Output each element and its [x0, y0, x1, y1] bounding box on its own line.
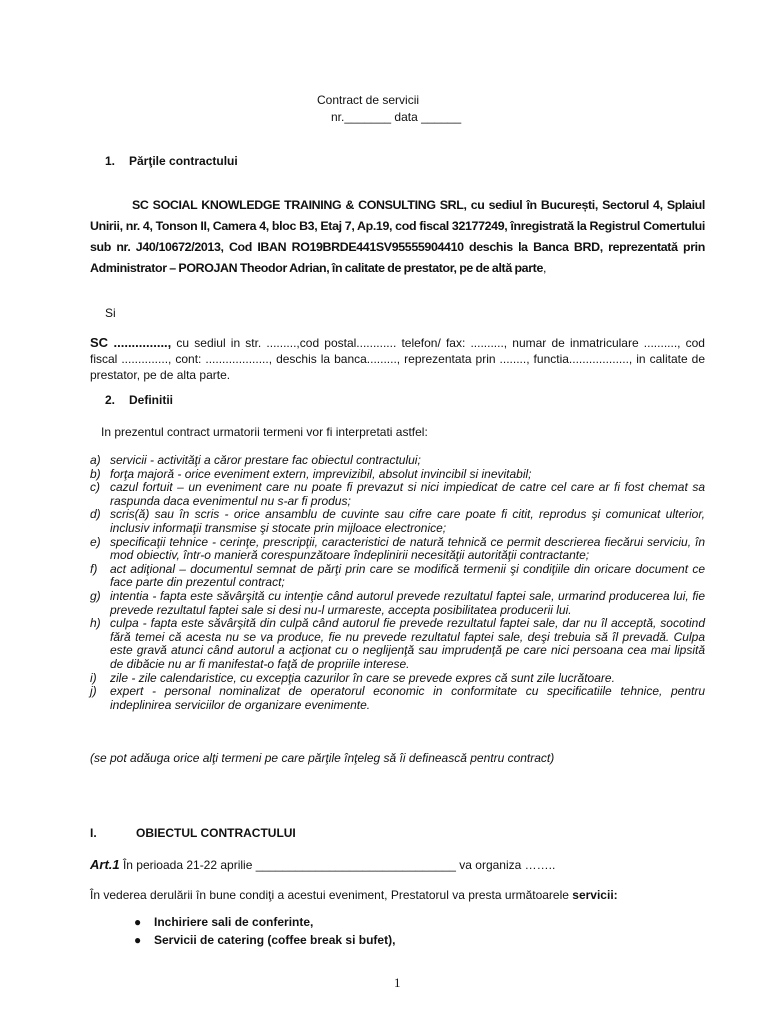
section-1-number: 1.	[105, 154, 116, 168]
article-1-label: Art.1	[90, 857, 120, 872]
definition-text: scris(ă) sau în scris - orice ansamblu de cuvinte sau cifre care poate fi citit, reprodus şi comunicat ulterior, inclusiv informaţii transmise şi stocate prin mijloace electronice;	[110, 507, 705, 535]
definition-text: specificaţii tehnice - cerinţe, prescripţii, caracteristici de natură tehnică ce permit descrierea fiecărui serviciu, în mod obiectiv, într-o manieră corespunzătoare îndeplinirii necesităţii autorităţii contractante;	[110, 534, 705, 563]
definition-item	[90, 454, 705, 468]
definition-item	[90, 536, 705, 563]
definition-text: act adiţional – documentul semnat de părţi prin care se modifică termenii şi condiţiile din oricare document ce face parte din prezentul contract;	[110, 561, 705, 590]
party-2-text: cu sediul in str. .........,cod postal............ telefon/ fax: .........., numar de inmatriculare .........., cod fiscal .............., cont: ..................., deschis la banca........., reprezentata prin ........, functia.................., in calitate de prestator, pe de alta parte.	[90, 336, 705, 382]
definition-text: zile - zile calendaristice, cu excepţia cazurilor în care se prevede expres că sunt zile lucrătoare.	[110, 670, 615, 685]
definition-text: expert - personal nominalizat de operatorul economic in conformitate cu specificatiile tehnice, pentru indeplinirea serviciilor de organizare evenimente.	[110, 684, 705, 712]
bullet-icon: ●	[134, 933, 142, 947]
definitions-note: (se pot adăuga orice alţi termeni pe care părţile înţeleg să îi definească pentru contract)	[90, 751, 555, 765]
contract-title: Contract de servicii	[317, 93, 420, 107]
contract-number-line: nr._______ data ______	[331, 110, 462, 124]
definition-item	[90, 481, 705, 508]
definition-item	[90, 617, 705, 671]
bullet-icon: ●	[134, 915, 142, 929]
service-text: Inchiriere sali de conferinte,	[154, 915, 314, 929]
service-item	[130, 931, 690, 949]
section-1-heading: Părţile contractului	[129, 154, 238, 168]
definition-item	[90, 508, 705, 535]
definition-letter: i)	[90, 670, 97, 685]
definition-text: culpa - fapta este săvârşită din culpă când autorul fie prevede rezultatul faptei sale, dar nu îl acceptă, socotind fără temei că acesta nu se va produce, fie nu prevede rezultatul faptei sale, deşi trebuia să îl prevadă. Culpa este gravă atunci când autorul a acţionat cu o neglijenţă sau imprudenţă pe care nici persoana cea mai lipsită de dibăcie nu ar fi manifestat-o faţă de propriile interese.	[110, 616, 705, 671]
section-I-heading: OBIECTUL CONTRACTULUI	[136, 826, 296, 840]
definition-item	[90, 672, 705, 686]
definition-text: cazul fortuit – un eveniment care nu poate fi prevazut si nici impiedicat de catre cel care ar fi fost chemat sa raspunda daca evenimentul nu s-ar fi produs;	[110, 480, 705, 508]
party-1-text: SC SOCIAL KNOWLEDGE TRAINING & CONSULTING SRL, cu sediul în București, Sectorul 4, Splaiul Unirii, nr. 4, Tonson II, Camera 4, bloc B3, Etaj 7, Ap.19, cod fiscal 32177249, înregistrată la Registrul Comertului sub nr. J40/10672/2013, Cod IBAN RO19BRDE441SV95555904410 deschis la Banca BRD, reprezentată prin Administrator – POROJAN Theodor Adrian, în calitate de prestator, pe de altă parte	[90, 198, 705, 275]
definition-letter: d)	[90, 507, 101, 522]
definition-text: servicii - activităţi a căror prestare fac obiectul contractului;	[110, 453, 421, 467]
definition-letter: g)	[90, 588, 101, 603]
party-1-end: ,	[543, 261, 547, 275]
definition-letter: f)	[90, 561, 98, 576]
definition-letter: a)	[90, 453, 101, 467]
section-I-number: I.	[90, 826, 97, 840]
definition-letter: b)	[90, 466, 101, 481]
definition-item	[90, 685, 705, 712]
definitions-list	[90, 454, 705, 712]
services-word: servicii:	[572, 888, 618, 902]
definition-item	[90, 563, 705, 590]
definition-letter: c)	[90, 480, 100, 495]
definitions-intro: In prezentul contract urmatorii termeni vor fi interpretati astfel:	[101, 425, 428, 439]
party-2-paragraph	[90, 335, 705, 383]
definition-letter: j)	[90, 684, 97, 699]
party-2-prefix: SC ...............,	[90, 335, 172, 350]
definition-letter: e)	[90, 534, 101, 549]
definition-item	[90, 468, 705, 482]
service-text: Servicii de catering (coffee break si bufet),	[154, 933, 396, 947]
service-item	[130, 913, 690, 931]
services-list	[130, 913, 690, 949]
si-label: Si	[105, 306, 116, 320]
section-2-heading: Definitii	[129, 393, 173, 407]
article-1	[90, 857, 555, 873]
services-intro-text: În vederea derulării în bune condiţi a acestui eveniment, Prestatorul va presta următoarele	[90, 888, 573, 902]
article-1-text: În perioada 21-22 aprilie ______________________________ va organiza ……..	[119, 858, 556, 872]
section-2-number: 2.	[105, 393, 116, 407]
definition-text: forţa majoră - orice eveniment extern, imprevizibil, absolut invincibil si inevitabil;	[110, 466, 532, 481]
definition-letter: h)	[90, 616, 101, 631]
definition-text: intentia - fapta este săvârşită cu intenţie când autorul prevede rezultatul faptei sale, urmarind producerea lui, fie prevede rezultatul faptei sale si desi nu-l urmareste, accepta posibilitatea producerii lui.	[110, 588, 705, 617]
services-intro	[90, 888, 618, 903]
definition-item	[90, 590, 705, 617]
party-1-paragraph	[90, 195, 705, 279]
page-number: 1	[394, 975, 401, 990]
